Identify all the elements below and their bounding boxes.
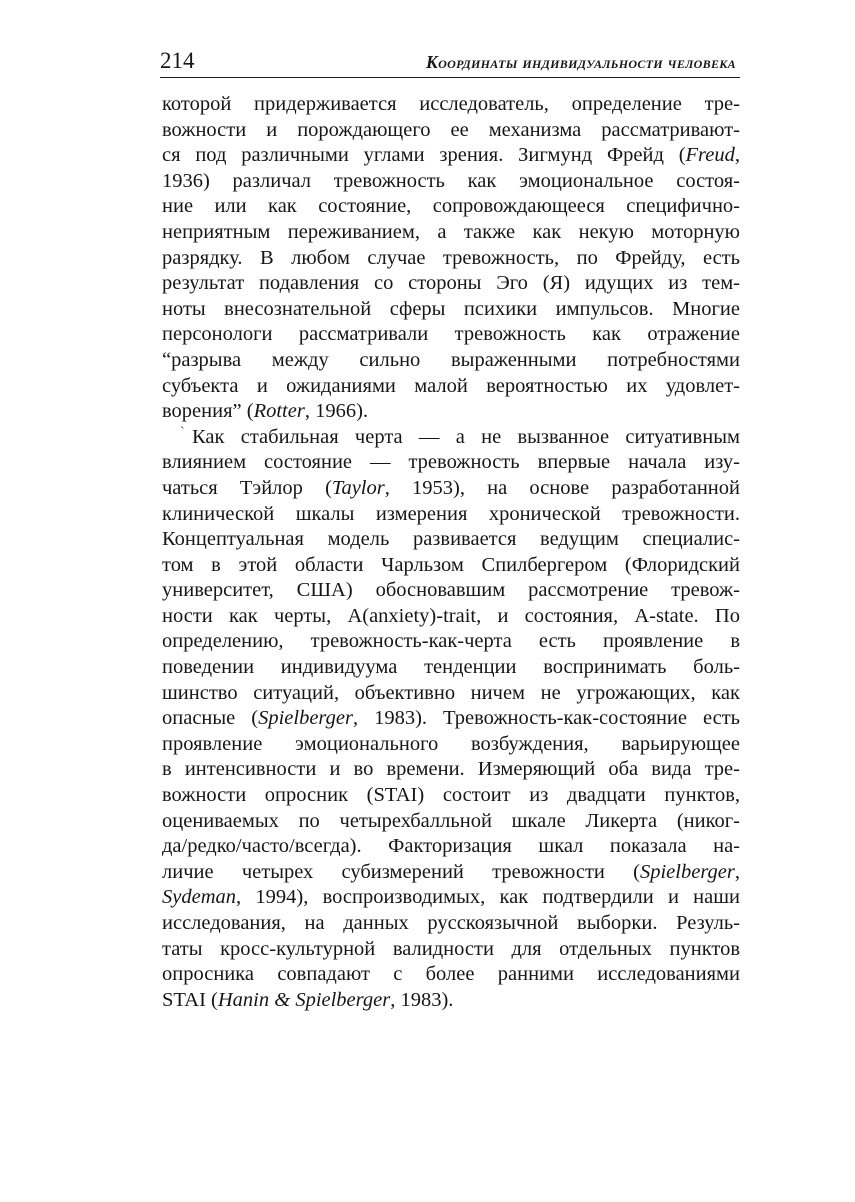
text-segment: Концептуальная модель развивается ведущим специалис- — [162, 528, 740, 551]
text-line — [162, 809, 740, 835]
text-line — [162, 246, 740, 272]
text-segment: которой придерживается исследователь, определение тре- — [162, 93, 740, 115]
running-title: Координаты индивидуальности человека — [426, 52, 736, 72]
text-segment: оцениваемых по четырехбалльной шкале Ликерта (никог- — [162, 809, 740, 832]
text-segment: STAI ( — [162, 988, 218, 1011]
text-line — [162, 220, 740, 246]
text-segment: влиянием состояние — тревожность впервые начала изу- — [162, 451, 740, 474]
page-header — [160, 46, 740, 76]
text-segment: шинство ситуаций, объективно ничем не угрожающих, как — [162, 681, 740, 704]
text-line — [162, 911, 740, 937]
text-line — [162, 527, 740, 553]
text-line — [162, 885, 740, 911]
text-segment: чаться Тэйлор ( — [162, 476, 332, 499]
text-line — [162, 783, 740, 809]
text-line — [162, 757, 740, 783]
text-segment: поведении индивидуума тенденции воспринимать боль- — [162, 656, 740, 679]
text-segment: ворения” ( — [162, 400, 254, 423]
text-segment: ности как черты, A(anxiety)-trait, и состояния, A-state. По — [162, 604, 740, 627]
italic-citation: Freud — [685, 144, 735, 167]
text-line — [162, 578, 740, 604]
text-segment: , 1994), воспроизводимых, как подтвердили и наши — [236, 886, 740, 909]
text-segment: ноты внесознательной сферы психики импульсов. Многие — [162, 297, 740, 320]
text-segment: в интенсивности и во времени. Измеряющий оба вида тре- — [162, 758, 740, 781]
text-line — [162, 681, 740, 707]
text-segment: ние или как состояние, сопровождающееся специфично- — [162, 195, 740, 218]
text-line — [162, 553, 740, 579]
text-line — [162, 988, 740, 1014]
page-number: 214 — [160, 48, 195, 73]
italic-citation: Sydeman — [162, 886, 237, 909]
text-segment: персонологи рассматривали тревожность как отражение — [162, 323, 740, 346]
text-segment: да/редко/часто/всегда). Факторизация шкал показала на- — [162, 835, 740, 858]
text-segment: таты кросс-культурной валидности для отдельных пунктов — [162, 937, 740, 960]
text-segment: , 1966). — [304, 400, 369, 423]
text-segment: проявление эмоционального возбуждения, варьирующее — [162, 732, 740, 755]
text-segment: определению, тревожность-как-черта есть проявление в — [162, 630, 740, 653]
text-segment: результат подавления со стороны Эго (Я) идущих из тем- — [162, 272, 740, 295]
text-line — [162, 169, 740, 195]
text-line — [162, 476, 740, 502]
text-line — [162, 374, 740, 400]
text-segment: , — [734, 860, 740, 883]
italic-citation: Rotter — [253, 400, 305, 423]
italic-citation: Spielberger — [639, 860, 735, 883]
scan-speck: ˋ — [180, 425, 185, 440]
italic-citation: Spielberger — [258, 707, 353, 730]
text-segment: , 1983). — [390, 988, 454, 1011]
italic-citation: Taylor — [331, 476, 385, 499]
text-segment: Как стабильная черта — а не вызванное ситуативным — [192, 425, 740, 448]
text-segment: разрядку. В любом случае тревожность, по Фрейду, есть — [162, 246, 740, 269]
text-line — [162, 502, 740, 528]
text-line — [162, 399, 740, 425]
text-segment: университет, США) обосновавшим рассмотрение тревож- — [162, 579, 740, 602]
text-line — [162, 629, 740, 655]
text-segment: неприятным переживанием, а также как некую моторную — [162, 220, 740, 243]
text-segment: 1936) различал тревожность как эмоциональное состоя- — [162, 169, 740, 192]
text-segment: опросника совпадают с более ранними исследованиями — [162, 963, 740, 986]
text-segment: исследования, на данных русскоязычной выборки. Резуль- — [162, 912, 740, 934]
text-segment: опасные ( — [162, 707, 259, 730]
text-line — [162, 271, 740, 297]
text-line — [162, 450, 740, 476]
text-segment: вожности опросник (STAI) состоит из двадцати пунктов, — [162, 784, 740, 807]
text-line — [162, 143, 740, 169]
text-line — [162, 92, 740, 118]
header-rule — [160, 77, 740, 78]
text-segment: вожности и порождающего ее механизма рассматривают- — [162, 118, 740, 141]
text-segment: ся под различными углами зрения. Зигмунд Фрейд ( — [162, 144, 686, 167]
text-line — [162, 348, 740, 374]
text-segment: , — [734, 144, 740, 167]
text-segment: “разрыва между сильно выраженными потребностями — [162, 348, 740, 371]
text-line — [162, 322, 740, 348]
text-line — [162, 194, 740, 220]
text-line — [162, 834, 740, 860]
text-segment: клинической шкалы измерения хронической тревожности. — [162, 502, 740, 525]
text-line — [162, 425, 740, 451]
text-line — [162, 706, 740, 732]
italic-citation: Hanin & Spielberger — [217, 988, 391, 1011]
text-segment: том в этой области Чарльзом Спилбергером (Флоридский — [162, 553, 740, 576]
text-segment: субъекта и ожиданиями малой вероятностью их удовлет- — [162, 374, 740, 397]
text-line — [162, 732, 740, 758]
text-line — [162, 118, 740, 144]
text-line — [162, 604, 740, 630]
text-line — [162, 962, 740, 988]
text-segment: , 1983). Тревожность-как-состояние есть — [352, 707, 740, 730]
text-line — [162, 937, 740, 963]
body-text — [162, 92, 740, 1013]
text-segment: личие четырех субизмерений тревожности ( — [162, 860, 640, 883]
text-segment: , 1953), на основе разработанной — [384, 476, 740, 499]
text-line — [162, 860, 740, 886]
text-line — [162, 297, 740, 323]
text-line — [162, 655, 740, 681]
